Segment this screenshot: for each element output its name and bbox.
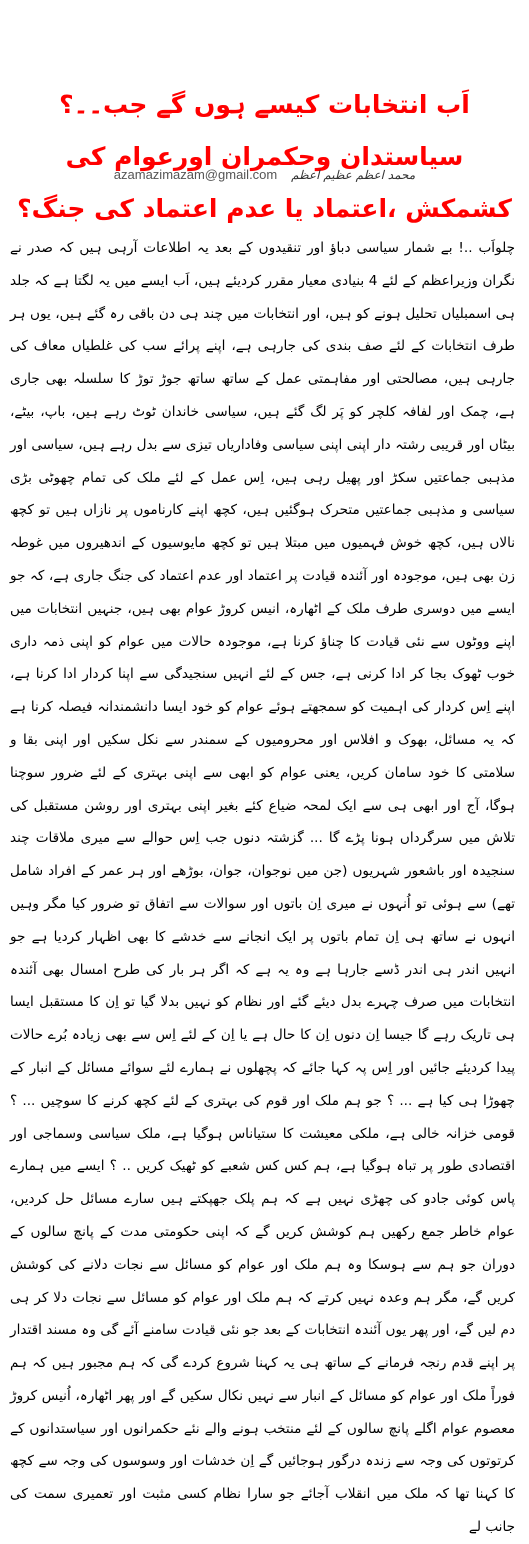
author-byline (110, 167, 419, 182)
author-email[interactable]: azamazimazam@gmail.com (113, 167, 278, 182)
body-paragraph: چلواَب ..! بے شمار سیاسی دباؤ اور تنقیدوں کے بعد یہ اطلاعات آرہی ہیں کہ صدر نے نگران وزیراعظم کے لئے 4 بنیادی معیار مقرر کردیئے ہیں، اَب ایسے میں یہ لگتا ہے کہ جلد ہی اسمبلیاں تحلیل ہونے کو ہیں، اور انتخابات میں چند ہی دن باقی رہ گئے ہیں، یوں ہر طرف انتخابات کے لئے صف بندی کی جارہی ہے، اپنے پرائے سب کی غلطیاں معاف کی جارہی ہیں، مصالحتی اور مفاہمتی عمل کے ساتھ ساتھ جوڑ توڑ کا سلسلہ بھی جاری ہے، چمک اور لفافہ کلچر کو پَر لگ گئے ہیں، سیاسی خاندان ٹوٹ رہے ہیں، باپ، بیٹے، بیٹاں اور قریبی رشتہ دار اپنی اپنی سیاسی وفاداریاں تیزی سے بدل رہے ہیں، سیاسی اور مذہبی جماعتیں سکڑ اور پھیل رہی ہیں، اِس عمل کے لئے ملک کی تمام چھوٹی بڑی سیاسی و مذہبی جماعتیں متحرک ہوگئیں ہیں، کچھ اپنے کارناموں پر نازاں ہیں تو کچھ نالاں ہیں، کچھ خوش فہمیوں میں مبتلا ہیں تو کچھ مایوسیوں کے اندھیروں میں غوطہ زن بھی ہیں، موجودہ اور آئندہ قیادت پر اعتماد اور عدم اعتماد کی جنگ جاری ہے، کہ جو ایسے میں دوسری طرف ملک کے اٹھارہ، انیس کروڑ عوام بھی ہیں، جنہیں انتخابات میں اپنے ووٹوں سے نئی قیادت کا چناؤ کرنا ہے، موجودہ حالات میں عوام کو اپنی ذمہ داری خوب ٹھوک بجا کر ادا کرنی ہے، جس کے لئے انہیں سنجیدگی سے اپنا کردار ادا کرنا ہے، اپنے اِس کردار کی اہمیت کو سمجھتے ہوئے عوام کو خود ایسا دانشمندانہ فیصلہ کرنا ہے کہ یہ مسائل، بھوک و افلاس اور محرومیوں کے سمندر سے نکل سکیں اور اپنی بقا و سلامتی کا خود سامان کریں، یعنی عوام کو ابھی سے اپنی بہتری کے لئے ضرور سوچنا ہوگا، آج اور ابھی ہی سے ایک لمحہ ضیاع کئے بغیر اپنی بہتری اور روشن مستقبل کی تلاش میں سرگرداں ہونا پڑے گا ... گزشتہ دنوں جب اِس حوالے سے میری ملاقات چند سنجیدہ اور باشعور شہریوں (جن میں نوجوان، جوان، بوڑھے اور ہر عمر کے افراد شامل تھے) سے ہوئی تو اُنہوں نے میری اِن باتوں اور سوالات سے اتفاق تو ضرور کیا مگر وہیں انہوں نے ساتھ ہی اِن تمام باتوں پر ایک انجانے سے خدشے کا بھی اظہار کردیا ہے جو انہیں اندر ہی اندر ڈسے جارہا ہے وہ یہ ہے کہ اگر ہر بار کی طرح امسال بھی آئندہ انتخابات میں صرف چہرے بدل دیئے گئے اور نظام کو نہیں بدلا گیا تو اِن کا مستقبل ایسا ہی تاریک رہے گا جیسا اِن دنوں اِن کا حال ہے یا اِن کے لئے اِس سے بھی زیادہ بُرے حالات پیدا کردیئے جائیں اور اِس پہ کہا جائے کہ پچھلوں نے ہمارے لئے سوائے مسائل کے انبار کے چھوڑا ہی کیا ہے ... ؟ جو ہم ملک اور قوم کی بہتری کے لئے کچھ کرنے کا سوچیں ... ؟ قومی خزانہ خالی ہے، ملکی معیشت کا ستیاناس ہوگیا ہے، ملک سیاسی وسماجی اور اقتصادی طور پر تباہ ہوگیا ہے، ہم کس کس شعبے کو ٹھیک کریں .. ؟ ایسے میں ہمارے پاس کوئی جادو کی چھڑی نہیں ہے کہ ہم پلک جھپکتے ہیں سارے مسائل حل کردیں، عوام خاطر جمع رکھیں ہم کوشش کریں گے کہ اپنی حکومتی مدت کے پانچ سالوں کے دوران جو ہم سے ہوسکا وہ ہم ملک اور عوام کو مسائل سے نجات دلانے کی کوشش کریں گے، مگر ہم وعدہ نہیں کرتے کہ ہم ملک اور عوام کو مسائل سے نجات دلا کر ہی دم لیں گے، اور پھر یوں آئندہ انتخابات کے بعد جو نئی قیادت سامنے آئے گی وہ مسند اقتدار پر اپنے قدم رنجہ فرمانے کے ساتھ ہی یہ کہنا شروع کردے گی کہ ہم مجبور ہیں کہ ہم فوراً ملک اور عوام کو مسائل کے انبار سے نہیں نکال سکیں گے اور پھر اٹھارہ، اُنیس کروڑ معصوم عوام اگلے پانچ سالوں کے لئے منتخب ہونے والے نئے حکمرانوں اور سیاستدانوں کے کرتوتوں کی وجہ سے زندہ درگور ہوجائیں گے اِن خدشات اور وسوسوں کی وجہ سے کچھ کا کہنا تھا کہ ملک میں انقلاب آجائے جو سارا نظام کسی مثبت اور تعمیری سمت کی جانب لے (10, 240, 515, 1536)
article-headline: اَب انتخابات کیسے ہوں گے جب۔۔؟ سیاستدان وحکمران اورعوام کی کشمکش ،اعتماد یا عدم اعتماد کی جنگ؟ (17, 89, 512, 223)
author-name: محمد اعظم عظیم اعظم (291, 168, 416, 182)
article-body (10, 232, 515, 1544)
